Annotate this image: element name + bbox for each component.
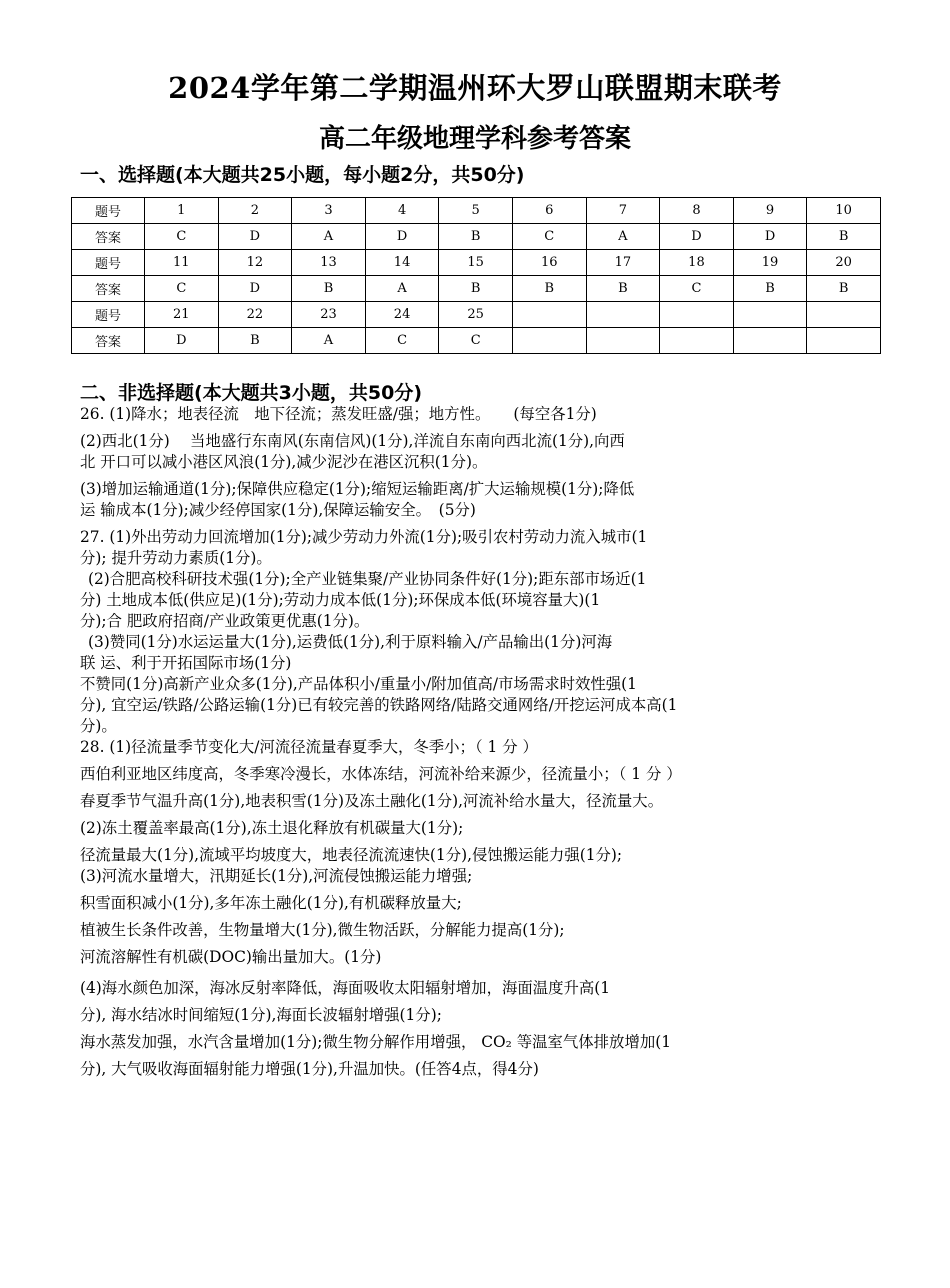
table-cell: B xyxy=(218,328,292,354)
answer-line: 植被生长条件改善，生物量增大(1分),微生物活跃，分解能力提高(1分); xyxy=(80,921,565,939)
table-cell: 25 xyxy=(439,302,513,328)
answer-text xyxy=(80,404,880,1080)
table-cell: B xyxy=(512,276,586,302)
table-header-cell: 题号 xyxy=(72,250,145,276)
answer-line: 联 运、利于开拓国际市场(1分) xyxy=(80,654,292,672)
answer-line: 分), 海水结冰时间缩短(1分),海面长波辐射增强(1分); xyxy=(80,1006,442,1024)
table-cell: C xyxy=(512,224,586,250)
table-header-cell: 答案 xyxy=(72,276,145,302)
table-cell: 23 xyxy=(292,302,366,328)
answer-line: 运 输成本(1分);减少经停国家(1分),保障运输安全。 (5分) xyxy=(80,501,476,519)
table-cell: 3 xyxy=(292,198,366,224)
answer-line: 27. (1)外出劳动力回流增加(1分);减少劳动力外流(1分);吸引农村劳动力流入城市(1 xyxy=(80,528,648,546)
page-subtitle: 高二年级地理学科参考答案 xyxy=(318,124,631,154)
table-cell: 20 xyxy=(807,250,881,276)
table-cell: 10 xyxy=(807,198,881,224)
table-header-cell: 答案 xyxy=(72,224,145,250)
answer-line: 春夏季节气温升高(1分),地表积雪(1分)及冻土融化(1分),河流补给水量大，径流量大。 xyxy=(80,792,664,810)
table-cell: D xyxy=(733,224,807,250)
table-cell: D xyxy=(365,224,439,250)
answer-line: 不赞同(1分)高新产业众多(1分),产品体积小/重量小/附加值高/市场需求时效性强(1 xyxy=(80,675,637,693)
table-cell: B xyxy=(807,276,881,302)
table-cell: 19 xyxy=(733,250,807,276)
table-cell: 4 xyxy=(365,198,439,224)
table-cell xyxy=(586,328,660,354)
table-cell: D xyxy=(218,224,292,250)
table-cell: 9 xyxy=(733,198,807,224)
answer-line: (4)海水颜色加深，海冰反射率降低，海面吸收太阳辐射增加，海面温度升高(1 xyxy=(80,979,611,997)
table-cell: 11 xyxy=(145,250,219,276)
table-cell: 6 xyxy=(512,198,586,224)
answer-line: 北 开口可以减小港区风浪(1分),减少泥沙在港区沉积(1分)。 xyxy=(80,453,488,471)
table-cell: D xyxy=(218,276,292,302)
table-cell: B xyxy=(439,276,513,302)
table-row xyxy=(72,328,881,354)
table-cell xyxy=(512,328,586,354)
table-header-cell: 题号 xyxy=(72,198,145,224)
table-cell xyxy=(733,328,807,354)
table-header-cell: 答案 xyxy=(72,328,145,354)
table-header-cell: 题号 xyxy=(72,302,145,328)
table-cell: 14 xyxy=(365,250,439,276)
page-title: 2024学年第二学期温州环大罗山联盟期末联考 xyxy=(168,71,782,105)
table-cell: 18 xyxy=(660,250,734,276)
answer-line: (3)赞同(1分)水运运量大(1分),运费低(1分),利于原料输入/产品输出(1分)河海 xyxy=(88,633,613,651)
answer-line: 径流量最大(1分),流域平均坡度大，地表径流流速快(1分),侵蚀搬运能力强(1分); xyxy=(80,846,623,864)
table-cell: 2 xyxy=(218,198,292,224)
table-cell: A xyxy=(586,224,660,250)
table-cell: C xyxy=(660,276,734,302)
answer-line: (3)增加运输通道(1分);保障供应稳定(1分);缩短运输距离/扩大运输规模(1分);降低 xyxy=(80,480,635,498)
table-cell: B xyxy=(586,276,660,302)
answer-line: 28. (1)径流量季节变化大/河流径流量春夏季大，冬季小；（ 1 分 ） xyxy=(80,738,538,756)
answer-table xyxy=(71,197,881,354)
table-cell: A xyxy=(292,328,366,354)
section-heading-choice: 一、选择题(本大题共25小题，每小题2分，共50分) xyxy=(80,164,525,186)
table-cell: C xyxy=(365,328,439,354)
table-cell: 7 xyxy=(586,198,660,224)
answer-line: 河流溶解性有机碳(DOC)输出量加大。(1分) xyxy=(80,948,382,966)
answer-line: 海水蒸发加强，水汽含量增加(1分);微生物分解作用增强， CO₂ 等温室气体排放增加(1 xyxy=(80,1033,672,1051)
answer-line: 分);合 肥政府招商/产业政策更优惠(1分)。 xyxy=(80,612,370,630)
answer-line: (2)冻土覆盖率最高(1分),冻土退化释放有机碳量大(1分); xyxy=(80,819,464,837)
table-cell: C xyxy=(145,224,219,250)
table-row xyxy=(72,250,881,276)
answer-line: 西伯利亚地区纬度高，冬季寒冷漫长，水体冻结，河流补给来源少，径流量小；（ 1 分 ） xyxy=(80,765,682,783)
answer-line: 分); 提升劳动力素质(1分)。 xyxy=(80,549,272,567)
answer-line: (2)合肥高校科研技术强(1分);全产业链集聚/产业协同条件好(1分);距东部市场近(1 xyxy=(88,570,647,588)
table-cell: 12 xyxy=(218,250,292,276)
table-cell: 17 xyxy=(586,250,660,276)
table-cell xyxy=(807,302,881,328)
table-cell xyxy=(733,302,807,328)
answer-line: (2)西北(1分) 当地盛行东南风(东南信风)(1分),洋流自东南向西北流(1分),向西 xyxy=(80,432,625,450)
table-cell: 24 xyxy=(365,302,439,328)
table-cell: D xyxy=(660,224,734,250)
table-cell: B xyxy=(733,276,807,302)
table-cell: A xyxy=(292,224,366,250)
table-cell xyxy=(660,328,734,354)
answer-line: (3)河流水量增大，汛期延长(1分),河流侵蚀搬运能力增强; xyxy=(80,867,473,885)
answer-line: 分), 宜空运/铁路/公路运输(1分)已有较完善的铁路网络/陆路交通网络/开挖运河成本高(1 xyxy=(80,696,678,714)
table-cell: B xyxy=(439,224,513,250)
table-cell xyxy=(512,302,586,328)
table-cell: 22 xyxy=(218,302,292,328)
table-row xyxy=(72,302,881,328)
table-cell: D xyxy=(145,328,219,354)
table-cell: C xyxy=(439,328,513,354)
section-heading-nonchoice: 二、非选择题(本大题共3小题，共50分) xyxy=(80,382,423,404)
table-cell: A xyxy=(365,276,439,302)
table-row xyxy=(72,198,881,224)
table-cell: 21 xyxy=(145,302,219,328)
answer-line: 26. (1)降水；地表径流 地下径流；蒸发旺盛/强；地方性。 (每空各1分) xyxy=(80,405,597,423)
table-cell: 15 xyxy=(439,250,513,276)
table-cell: B xyxy=(292,276,366,302)
table-row xyxy=(72,224,881,250)
answer-line: 分)。 xyxy=(80,717,117,735)
table-cell: B xyxy=(807,224,881,250)
answer-line: 分) 土地成本低(供应足)(1分);劳动力成本低(1分);环保成本低(环境容量大)(1 xyxy=(80,591,601,609)
table-cell xyxy=(586,302,660,328)
table-cell: 1 xyxy=(145,198,219,224)
table-cell: 5 xyxy=(439,198,513,224)
table-cell: 16 xyxy=(512,250,586,276)
answer-line: 积雪面积减小(1分),多年冻土融化(1分),有机碳释放量大; xyxy=(80,894,462,912)
table-cell: 8 xyxy=(660,198,734,224)
table-cell xyxy=(660,302,734,328)
table-cell: 13 xyxy=(292,250,366,276)
table-cell xyxy=(807,328,881,354)
answer-line: 分), 大气吸收海面辐射能力增强(1分),升温加快。(任答4点，得4分) xyxy=(80,1060,539,1078)
table-cell: C xyxy=(145,276,219,302)
table-row xyxy=(72,276,881,302)
